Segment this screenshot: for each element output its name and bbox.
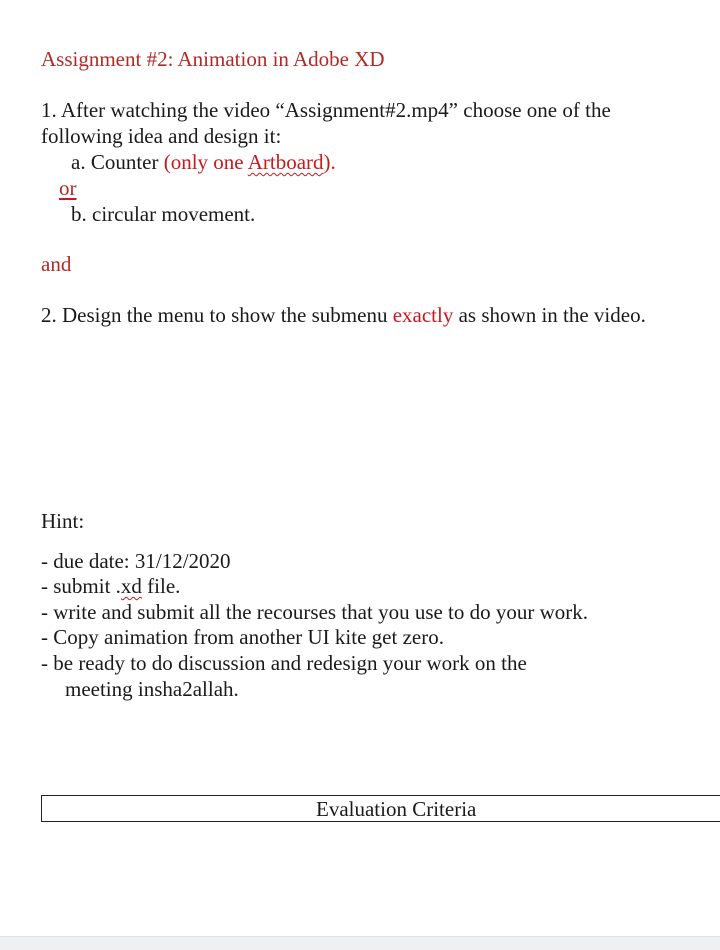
hint-item-discussion-line-2: meeting insha2allah. (65, 677, 239, 701)
bottom-bar (0, 936, 720, 950)
option-b: b. circular movement. (71, 202, 256, 226)
question-2-highlight: exactly (392, 303, 454, 327)
hint-label: Hint: (41, 509, 85, 533)
assignment-title: Assignment #2: Animation in Adobe XD (41, 47, 385, 71)
question-2-prefix: 2. Design the menu to show the submenu (41, 303, 393, 327)
question-1-line-2: following idea and design it: (41, 124, 282, 148)
question-1-line-1: 1. After watching the video “Assignment#2.mp4” choose one of the (41, 98, 611, 122)
option-a-close: ). (323, 150, 336, 174)
hint-item-submit-xd: xd (120, 574, 142, 598)
hint-item-resources: - write and submit all the recourses that you use to do your work. (41, 600, 589, 624)
hint-item-due-date: - due date: 31/12/2020 (41, 549, 231, 573)
hint-item-submit-suffix: file. (141, 574, 181, 598)
question-2-suffix: as shown in the video. (453, 303, 646, 327)
option-a-artboard: Artboard (247, 150, 324, 174)
hint-item-submit (41, 573, 180, 599)
evaluation-criteria-table (41, 795, 720, 822)
and-label: and (41, 252, 72, 276)
question-2 (41, 302, 646, 328)
hint-item-submit-prefix: - submit . (41, 574, 121, 598)
option-a (71, 149, 336, 175)
option-a-prefix: a. Counter (71, 150, 164, 174)
hint-item-copy-warning: - Copy animation from another UI kite get zero. (41, 625, 444, 649)
hint-item-discussion-line-1: - be ready to do discussion and redesign your work on the (41, 651, 527, 675)
or-label: or (59, 176, 77, 200)
option-a-open: (only one (163, 150, 248, 174)
evaluation-criteria-header: Evaluation Criteria (316, 797, 477, 821)
